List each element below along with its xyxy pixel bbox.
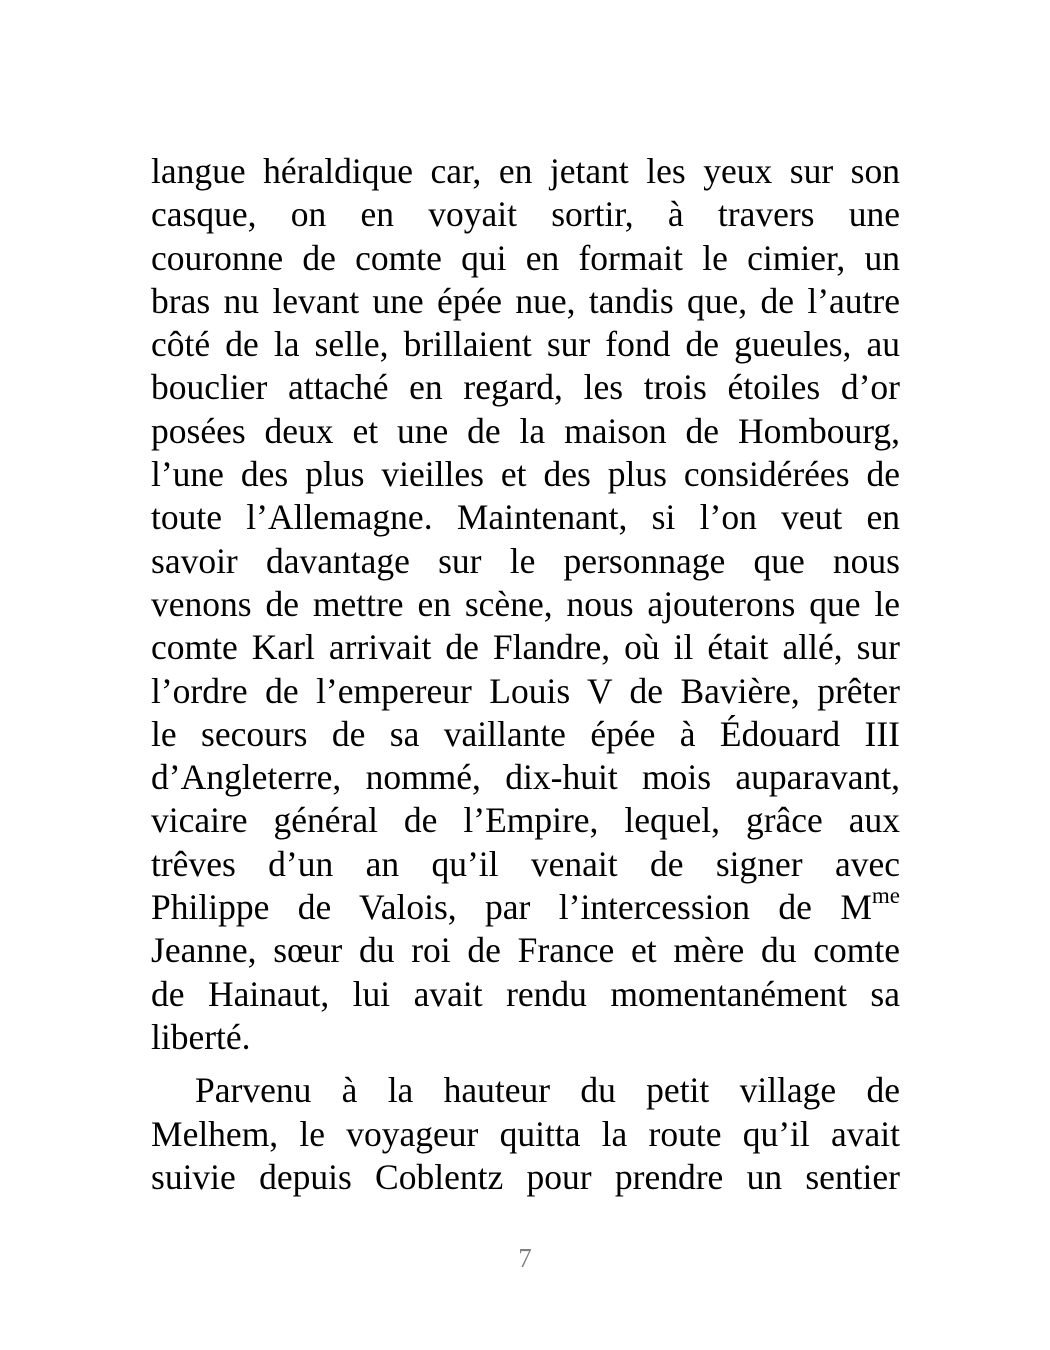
text-line: bouclier attaché en regard, les trois étoiles d’or [151, 367, 900, 408]
text-line: langue héraldique car, en jetant les yeux sur son [151, 151, 900, 191]
text-line: de Hainaut, lui avait rendu momentanément sa [151, 973, 900, 1014]
text-line: couronne de comte qui en formait le cimier, un [151, 237, 900, 278]
text-line: d’Angleterre, nommé, dix-huit mois auparavant, [151, 757, 900, 798]
text-line: trêves d’un an qu’il venait de signer avec [151, 843, 900, 884]
text-line: Jeanne, sœur du roi de France et mère du comte [151, 930, 900, 971]
text-line: liberté. [151, 1016, 251, 1057]
text-line: vicaire général de l’Empire, lequel, grâce aux [151, 800, 900, 841]
text-line: Parvenu à la hauteur du petit village de [195, 1070, 900, 1111]
text-line: l’une des plus vieilles et des plus considérées de [151, 454, 900, 495]
text-line: le secours de sa vaillante épée à Édouard III [151, 713, 900, 754]
text-line: Melhem, le voyageur quitta la route qu’il avait [151, 1113, 900, 1154]
page-number: 7 [518, 1243, 532, 1273]
paragraph-2 [151, 1069, 900, 1199]
text-line: toute l’Allemagne. Maintenant, si l’on veut en [151, 497, 900, 538]
text-line: suivie depuis Coblentz pour prendre un sentier [151, 1156, 900, 1197]
line-text: Philippe de Valois, par l’intercession de M [151, 887, 872, 928]
paragraph-1 [151, 150, 900, 1059]
text-line: côté de la selle, brillaient sur fond de gueules, au [151, 324, 900, 365]
paragraph-spacer [151, 1059, 900, 1069]
text-line: casque, on en voyait sortir, à travers une [151, 194, 900, 235]
text-line: venons de mettre en scène, nous ajouterons que le [151, 583, 900, 624]
body-text [151, 150, 900, 1199]
text-line: comte Karl arrivait de Flandre, où il était allé, sur [151, 627, 900, 668]
text-line: bras nu levant une épée nue, tandis que, de l’autre [151, 280, 900, 321]
text-line: savoir davantage sur le personnage que nous [151, 540, 900, 581]
text-line-with-superscript [151, 882, 900, 929]
text-line: l’ordre de l’empereur Louis V de Bavière, prêter [151, 670, 900, 711]
text-line: posées deux et une de la maison de Hombourg, [151, 410, 900, 451]
superscript-abbreviation: me [871, 882, 900, 908]
